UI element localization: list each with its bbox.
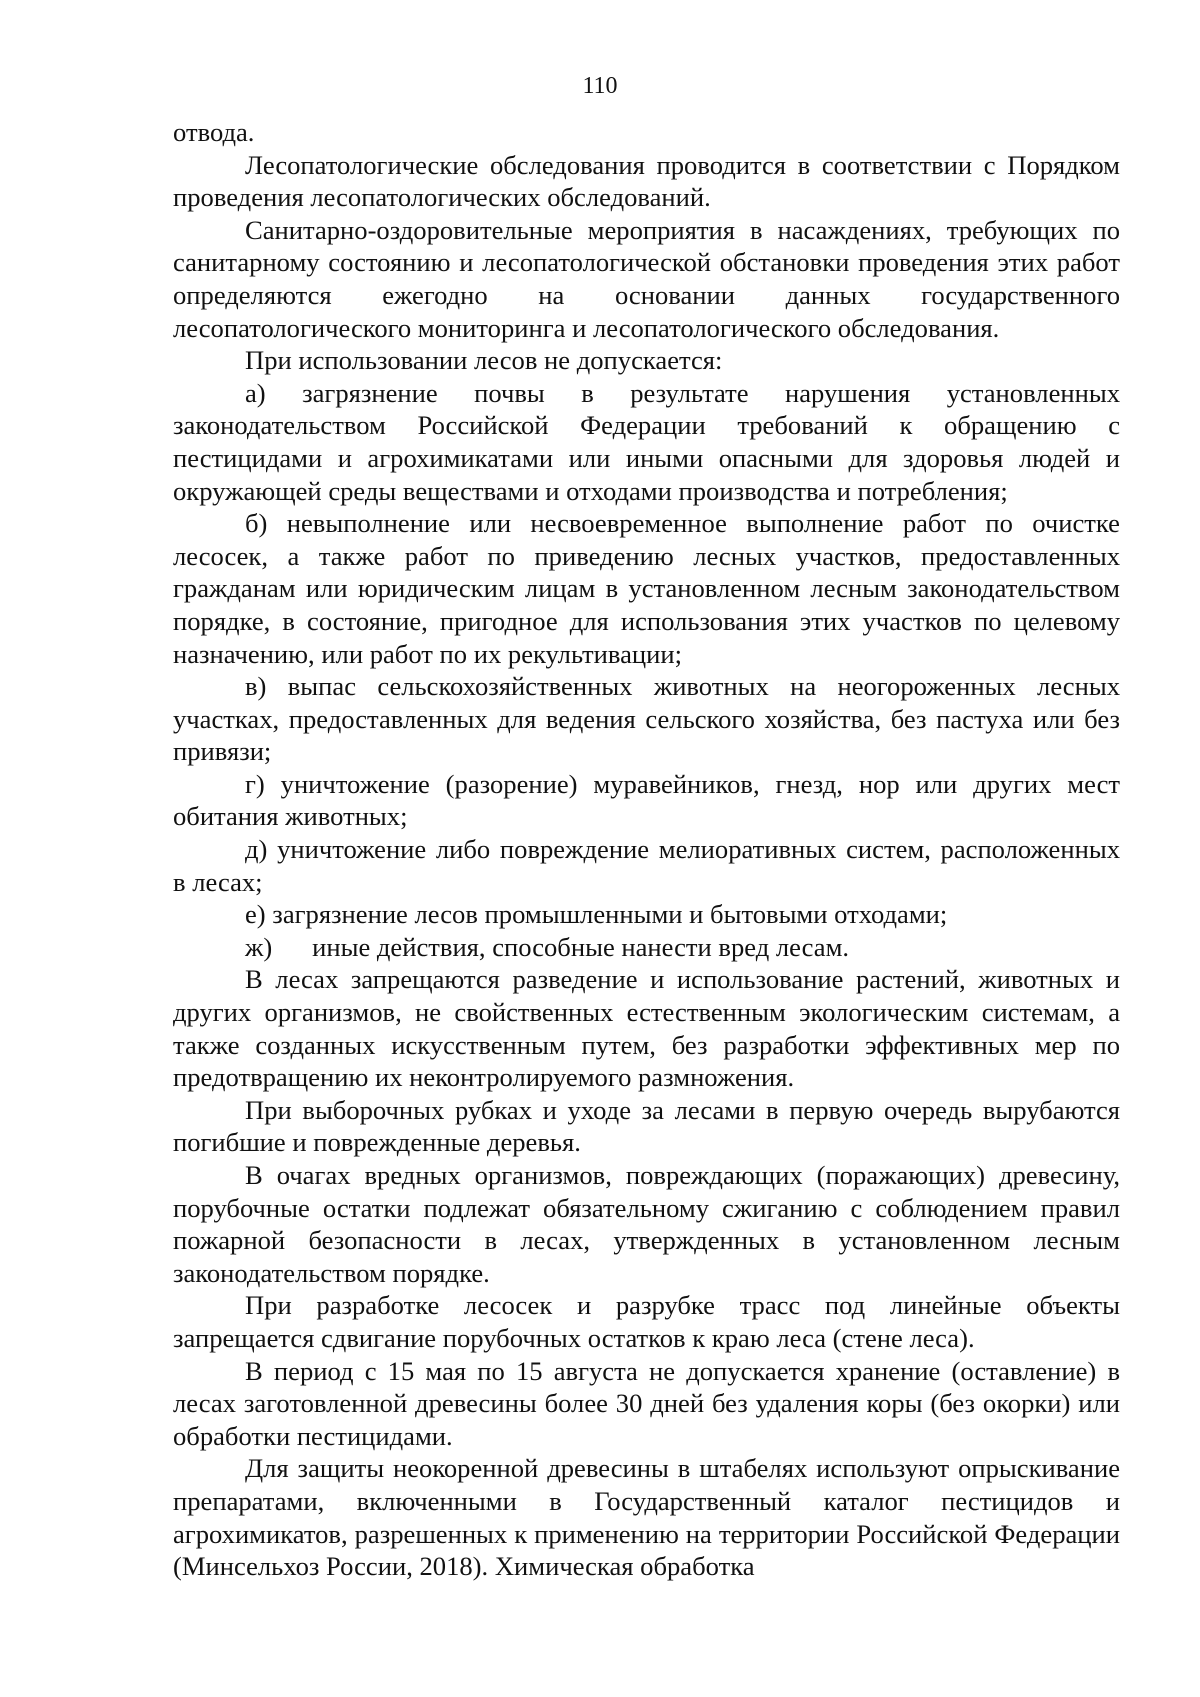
paragraph-sanitary-measures: Санитарно-оздоровительные мероприятия в насаждениях, требующих по санитарному состоянию и лесопатологической обстановки проведения этих работ определяются ежегодно на основании данных государственного лесопатологического мониторинга и лесопатологического обследования. (173, 214, 1120, 343)
paragraph-foreign-organisms: В лесах запрещаются разведение и использование растений, животных и других организмов, не свойственных естественным экологическим системам, а также созданных искусственным путем, без разработки эффективных мер по предотвращению их неконтролируемого размножения. (173, 964, 1120, 1093)
list-item-v: в) выпас сельскохозяйственных животных на неогороженных лесных участках, предоставленных для ведения сельского хозяйства, без пастуха или без привязи; (173, 671, 1120, 767)
paragraph-prohibitions-intro: При использовании лесов не допускается: (245, 345, 723, 376)
paragraph-chemical-protection: Для защиты неокоренной древесины в штабелях используют опрыскивание препаратами, включенными в Государственный каталог пестицидов и агрохимикатов, разрешенных к применению на территории Российской Федерации (Минсельхоз России, 2018). Химическая обработка (173, 1453, 1120, 1582)
list-item-zh: ж) иные действия, способные нанести вред лесам. (245, 931, 850, 962)
body-text (173, 116, 1120, 1583)
list-item-g: г) уничтожение (разорение) муравейников, гнезд, нор или других мест обитания животных; (173, 768, 1120, 832)
paragraph-pest-foci: В очагах вредных организмов, повреждающих (поражающих) древесину, порубочные остатки подлежат обязательному сжиганию с соблюдением правил пожарной безопасности в лесах, утвержденных в установленном лесным законодательством порядке. (173, 1160, 1120, 1288)
page-number: 110 (582, 73, 618, 99)
paragraph-inspections: Лесопатологические обследования проводится в соответствии с Порядком проведения лесопатологических обследований. (173, 149, 1120, 213)
list-item-b: б) невыполнение или несвоевременное выполнение работ по очистке лесосек, а также работ по приведению лесных участков, предоставленных гражданам или юридическим лицам в установленном лесным законодательством порядке, в состояние, пригодное для использования этих участков по целевому назначению, или работ по их рекультивации; (173, 508, 1120, 669)
list-item-d: д) уничтожение либо повреждение мелиоративных систем, расположенных в лесах; (173, 834, 1120, 897)
paragraph-logging-residues: При разработке лесосек и разрубке трасс под линейные объекты запрещается сдвигание порубочных остатков к краю леса (стене леса). (173, 1290, 1120, 1353)
paragraph-timber-storage: В период с 15 мая по 15 августа не допускается хранение (оставление) в лесах заготовленной древесины более 30 дней без удаления коры (без окорки) или обработки пестицидами. (173, 1355, 1120, 1451)
paragraph-continuation: отвода. (173, 117, 255, 147)
list-item-a: а) загрязнение почвы в результате нарушения установленных законодательством Российской Федерации требований к обращению с пестицидами и агрохимикатами или иными опасными для здоровья людей и окружающей среды веществами и отходами производства и потребления; (173, 377, 1120, 506)
list-item-e: е) загрязнение лесов промышленными и бытовыми отходами; (245, 899, 948, 930)
paragraph-selective-felling: При выборочных рубках и уходе за лесами в первую очередь вырубаются погибшие и поврежденные деревья. (173, 1094, 1120, 1158)
